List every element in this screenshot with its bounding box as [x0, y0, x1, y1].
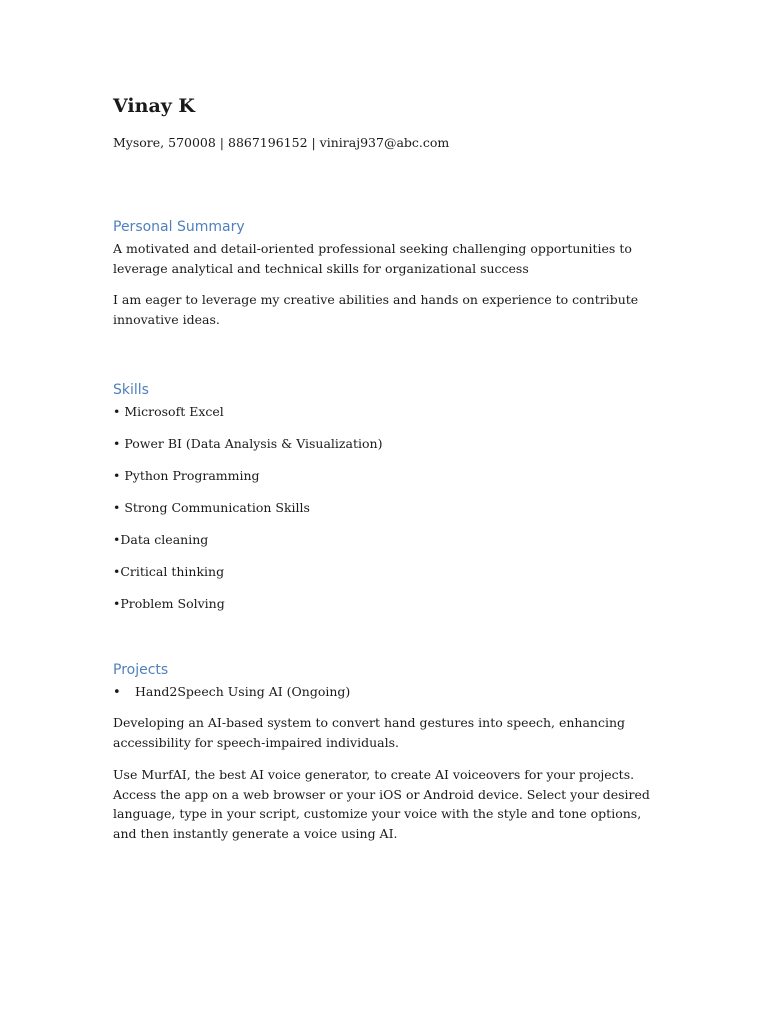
project-list-item — [113, 683, 350, 701]
skill-item: • Strong Communication Skills — [113, 500, 310, 515]
section-heading-personal-summary: Personal Summary — [113, 219, 245, 235]
skill-item: •Problem Solving — [113, 596, 225, 611]
section-heading-projects: Projects — [113, 662, 169, 678]
bullet-icon: • — [113, 685, 121, 700]
project-paragraph: Use MurfAI, the best AI voice generator, to create AI voiceovers for your projects. Access the app on a web browser or your iOS or Android device. Select your desired language, type in your script, customize your voice with the style and tone options, and then instantly generate a voice using AI. — [113, 767, 650, 841]
skill-item: • Microsoft Excel — [113, 404, 224, 419]
skill-item: • Power BI (Data Analysis & Visualization) — [113, 436, 383, 451]
contact-line: Mysore, 570008 | 8867196152 | viniraj937@abc.com — [113, 135, 450, 150]
summary-paragraph: I am eager to leverage my creative abilities and hands on experience to contribute innovative ideas. — [113, 292, 639, 327]
summary-paragraph: A motivated and detail-oriented professional seeking challenging opportunities to leverage analytical and technical skills for organizational success — [113, 241, 632, 276]
skill-item: •Critical thinking — [113, 564, 225, 579]
section-heading-skills: Skills — [113, 382, 149, 398]
candidate-name: Vinay K — [113, 95, 195, 117]
project-title: Hand2Speech Using AI (Ongoing) — [135, 684, 351, 699]
skill-item: •Data cleaning — [113, 532, 209, 547]
skill-item: • Python Programming — [113, 468, 260, 483]
project-paragraph: Developing an AI-based system to convert hand gestures into speech, enhancing accessibility for speech-impaired individuals. — [113, 715, 626, 750]
